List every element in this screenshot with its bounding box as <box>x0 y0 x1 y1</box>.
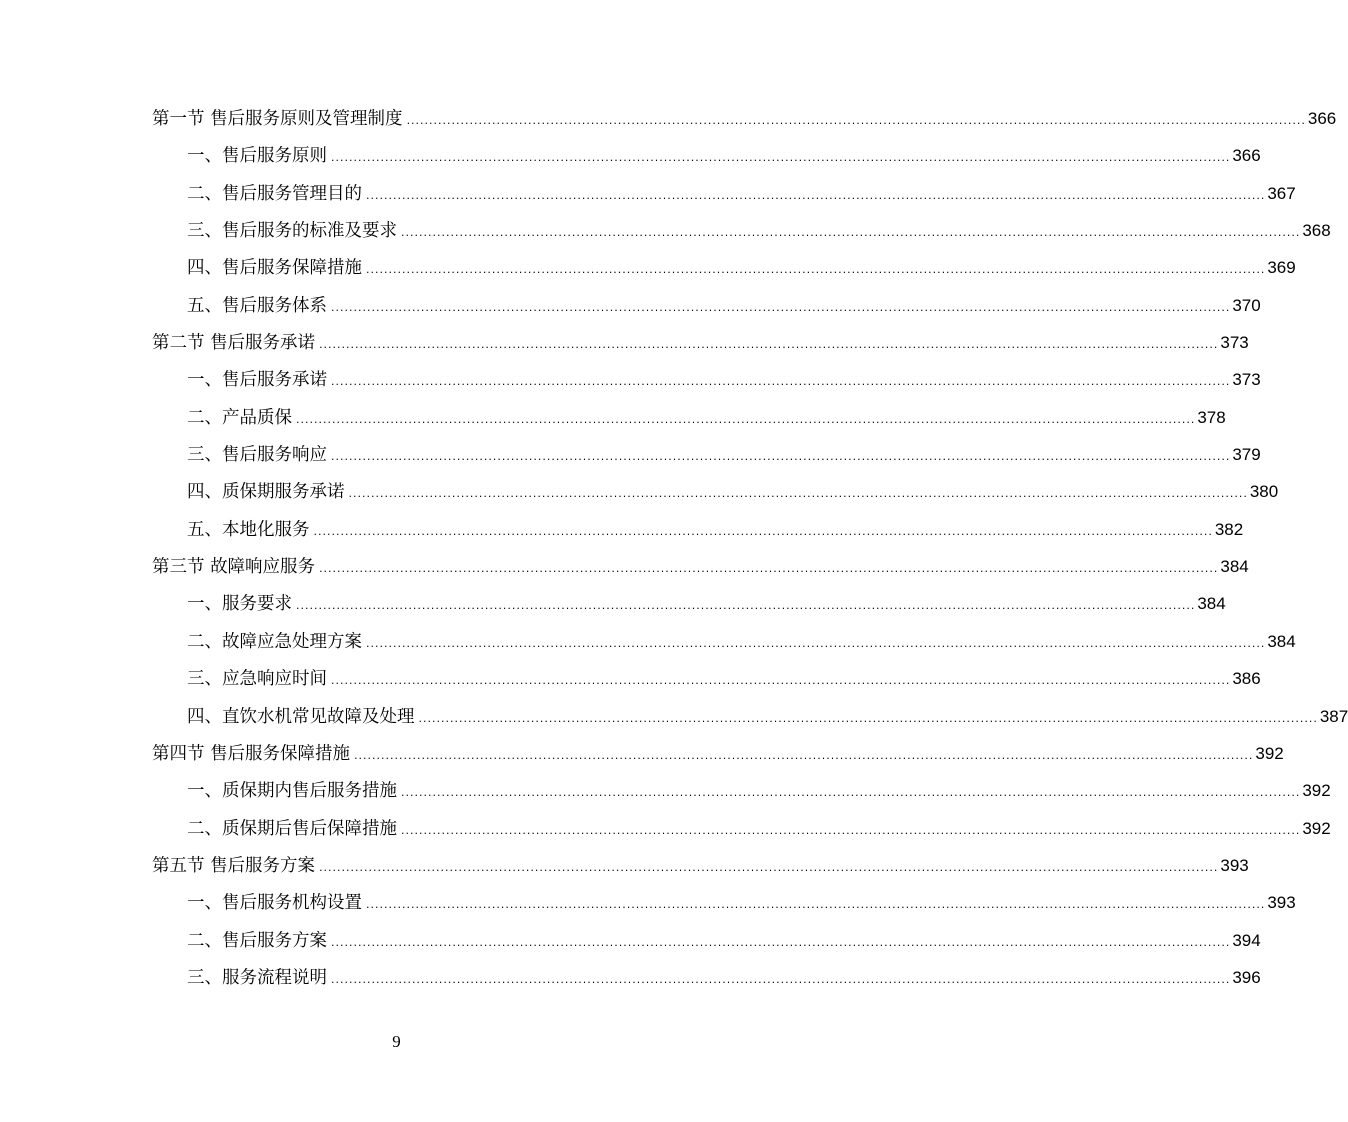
toc-entry[interactable] <box>152 698 1348 735</box>
toc-entry-title: 五、本地化服务 <box>187 519 310 540</box>
toc-entry[interactable] <box>152 660 1261 697</box>
toc-entry-page: 387 <box>1319 706 1348 726</box>
toc-entry-page: 384 <box>1220 557 1249 577</box>
toc-entry-title: 一、售后服务原则 <box>187 146 327 167</box>
toc-entry-page: 392 <box>1302 818 1331 838</box>
toc-entry-title: 第一节 售后服务原则及管理制度 <box>152 109 403 129</box>
toc-entry-page: 382 <box>1214 519 1244 539</box>
toc-entry-title: 三、服务流程说明 <box>187 967 327 988</box>
toc-dot-leader: ........................................................................................................................................................................................................ <box>331 450 1231 464</box>
toc-dot-leader: ........................................................................................................................................................................................................ <box>313 524 1213 538</box>
toc-entry[interactable] <box>152 772 1331 809</box>
toc-entry-title: 一、售后服务承诺 <box>187 370 327 391</box>
toc-entry-page: 366 <box>1307 109 1337 128</box>
toc-entry-title: 一、质保期内售后服务措施 <box>187 781 397 802</box>
toc-dot-leader: ........................................................................................................................................................................................................ <box>366 636 1266 650</box>
toc-dot-leader: ........................................................................................................................................................................................................ <box>401 786 1301 800</box>
toc-entry[interactable] <box>152 623 1296 660</box>
toc-dot-leader: ........................................................................................................................................................................................................ <box>331 375 1231 389</box>
toc-entry-page: 396 <box>1232 967 1261 987</box>
toc-entry-page: 384 <box>1197 594 1226 614</box>
toc-entry-title: 第四节 售后服务保障措施 <box>152 743 351 764</box>
toc-entry[interactable] <box>152 473 1279 510</box>
toc-dot-leader: ........................................................................................................................................................................................................ <box>401 823 1301 837</box>
toc-dot-leader: ........................................................................................................................................................................................................ <box>354 748 1254 762</box>
toc-entry-page: 386 <box>1232 669 1261 689</box>
toc-entry[interactable] <box>152 175 1296 212</box>
toc-entry[interactable] <box>152 585 1226 622</box>
toc-entry-title: 第二节 售后服务承诺 <box>152 333 316 354</box>
toc-entry-page: 366 <box>1232 146 1261 166</box>
toc-entry-page: 394 <box>1232 930 1261 950</box>
toc-entry[interactable] <box>152 548 1249 585</box>
toc-entry[interactable] <box>152 361 1261 398</box>
toc-entry[interactable] <box>152 810 1331 847</box>
page-number: 9 <box>392 1032 401 1051</box>
toc-entry-page: 393 <box>1220 855 1249 875</box>
toc-entry-page: 367 <box>1267 183 1296 203</box>
toc-entry-page: 380 <box>1249 482 1279 502</box>
toc-entry[interactable] <box>152 847 1249 884</box>
toc-dot-leader: ........................................................................................................................................................................................................ <box>319 338 1219 352</box>
toc-entry-title: 第五节 售后服务方案 <box>152 855 316 876</box>
toc-dot-leader: ........................................................................................................................................................................................................ <box>401 226 1301 240</box>
toc-entry-page: 378 <box>1197 407 1226 427</box>
toc-entry[interactable] <box>152 735 1284 772</box>
toc-entry-title: 四、质保期服务承诺 <box>187 482 345 503</box>
toc-entry-title: 三、售后服务响应 <box>187 445 327 466</box>
toc-dot-leader: ........................................................................................................................................................................................................ <box>331 674 1231 688</box>
toc-entry-title: 五、售后服务体系 <box>187 295 327 316</box>
toc-entry-title: 二、故障应急处理方案 <box>187 631 362 652</box>
toc-entry-title: 四、售后服务保障措施 <box>187 258 362 279</box>
toc-entry[interactable] <box>152 212 1331 249</box>
toc-entry[interactable] <box>152 922 1261 959</box>
toc-entry-page: 368 <box>1302 221 1331 241</box>
toc-dot-leader: ........................................................................................................................................................................................................ <box>319 860 1219 874</box>
toc-entry-page: 369 <box>1267 258 1296 278</box>
toc-entry-page: 392 <box>1302 781 1331 801</box>
toc-entry[interactable] <box>152 959 1261 996</box>
toc-dot-leader: ........................................................................................................................................................................................................ <box>331 935 1231 949</box>
toc-entry-title: 一、服务要求 <box>187 594 292 615</box>
toc-dot-leader: ........................................................................................................................................................................................................ <box>418 711 1318 725</box>
toc-dot-leader: ........................................................................................................................................................................................................ <box>348 487 1248 501</box>
table-of-contents <box>152 100 1348 996</box>
toc-entry-title: 一、售后服务机构设置 <box>187 893 362 914</box>
toc-dot-leader: ........................................................................................................................................................................................................ <box>406 114 1306 127</box>
toc-entry-page: 373 <box>1220 333 1249 353</box>
toc-entry-title: 二、产品质保 <box>187 407 292 428</box>
toc-entry-title: 三、售后服务的标准及要求 <box>187 221 397 242</box>
toc-entry[interactable] <box>152 324 1249 361</box>
toc-dot-leader: ........................................................................................................................................................................................................ <box>296 599 1196 613</box>
toc-entry-title: 二、售后服务管理目的 <box>187 183 362 204</box>
toc-entry-page: 379 <box>1232 445 1261 465</box>
toc-entry-title: 第三节 故障响应服务 <box>152 557 316 578</box>
toc-dot-leader: ........................................................................................................................................................................................................ <box>366 263 1266 277</box>
toc-dot-leader: ........................................................................................................................................................................................................ <box>296 412 1196 426</box>
toc-entry[interactable] <box>152 884 1296 921</box>
toc-entry[interactable] <box>152 100 1337 137</box>
toc-entry-title: 四、直饮水机常见故障及处理 <box>187 706 415 727</box>
toc-entry-title: 三、应急响应时间 <box>187 669 327 690</box>
toc-dot-leader: ........................................................................................................................................................................................................ <box>331 972 1231 986</box>
toc-entry[interactable] <box>152 137 1261 174</box>
toc-entry-title: 二、售后服务方案 <box>187 930 327 951</box>
toc-dot-leader: ........................................................................................................................................................................................................ <box>331 300 1231 314</box>
toc-entry[interactable] <box>152 511 1244 548</box>
toc-entry-page: 384 <box>1267 631 1296 651</box>
toc-entry[interactable] <box>152 436 1261 473</box>
toc-entry-page: 392 <box>1255 743 1284 763</box>
toc-entry[interactable] <box>152 249 1296 286</box>
toc-entry[interactable] <box>152 399 1226 436</box>
toc-entry-page: 370 <box>1232 295 1261 315</box>
toc-dot-leader: ........................................................................................................................................................................................................ <box>366 188 1266 202</box>
toc-entry-page: 393 <box>1267 893 1296 913</box>
toc-dot-leader: ........................................................................................................................................................................................................ <box>366 898 1266 912</box>
toc-dot-leader: ........................................................................................................................................................................................................ <box>331 151 1231 165</box>
toc-entry[interactable] <box>152 287 1261 324</box>
toc-entry-page: 373 <box>1232 370 1261 390</box>
toc-entry-title: 二、质保期后售后保障措施 <box>187 818 397 839</box>
toc-dot-leader: ........................................................................................................................................................................................................ <box>319 562 1219 576</box>
